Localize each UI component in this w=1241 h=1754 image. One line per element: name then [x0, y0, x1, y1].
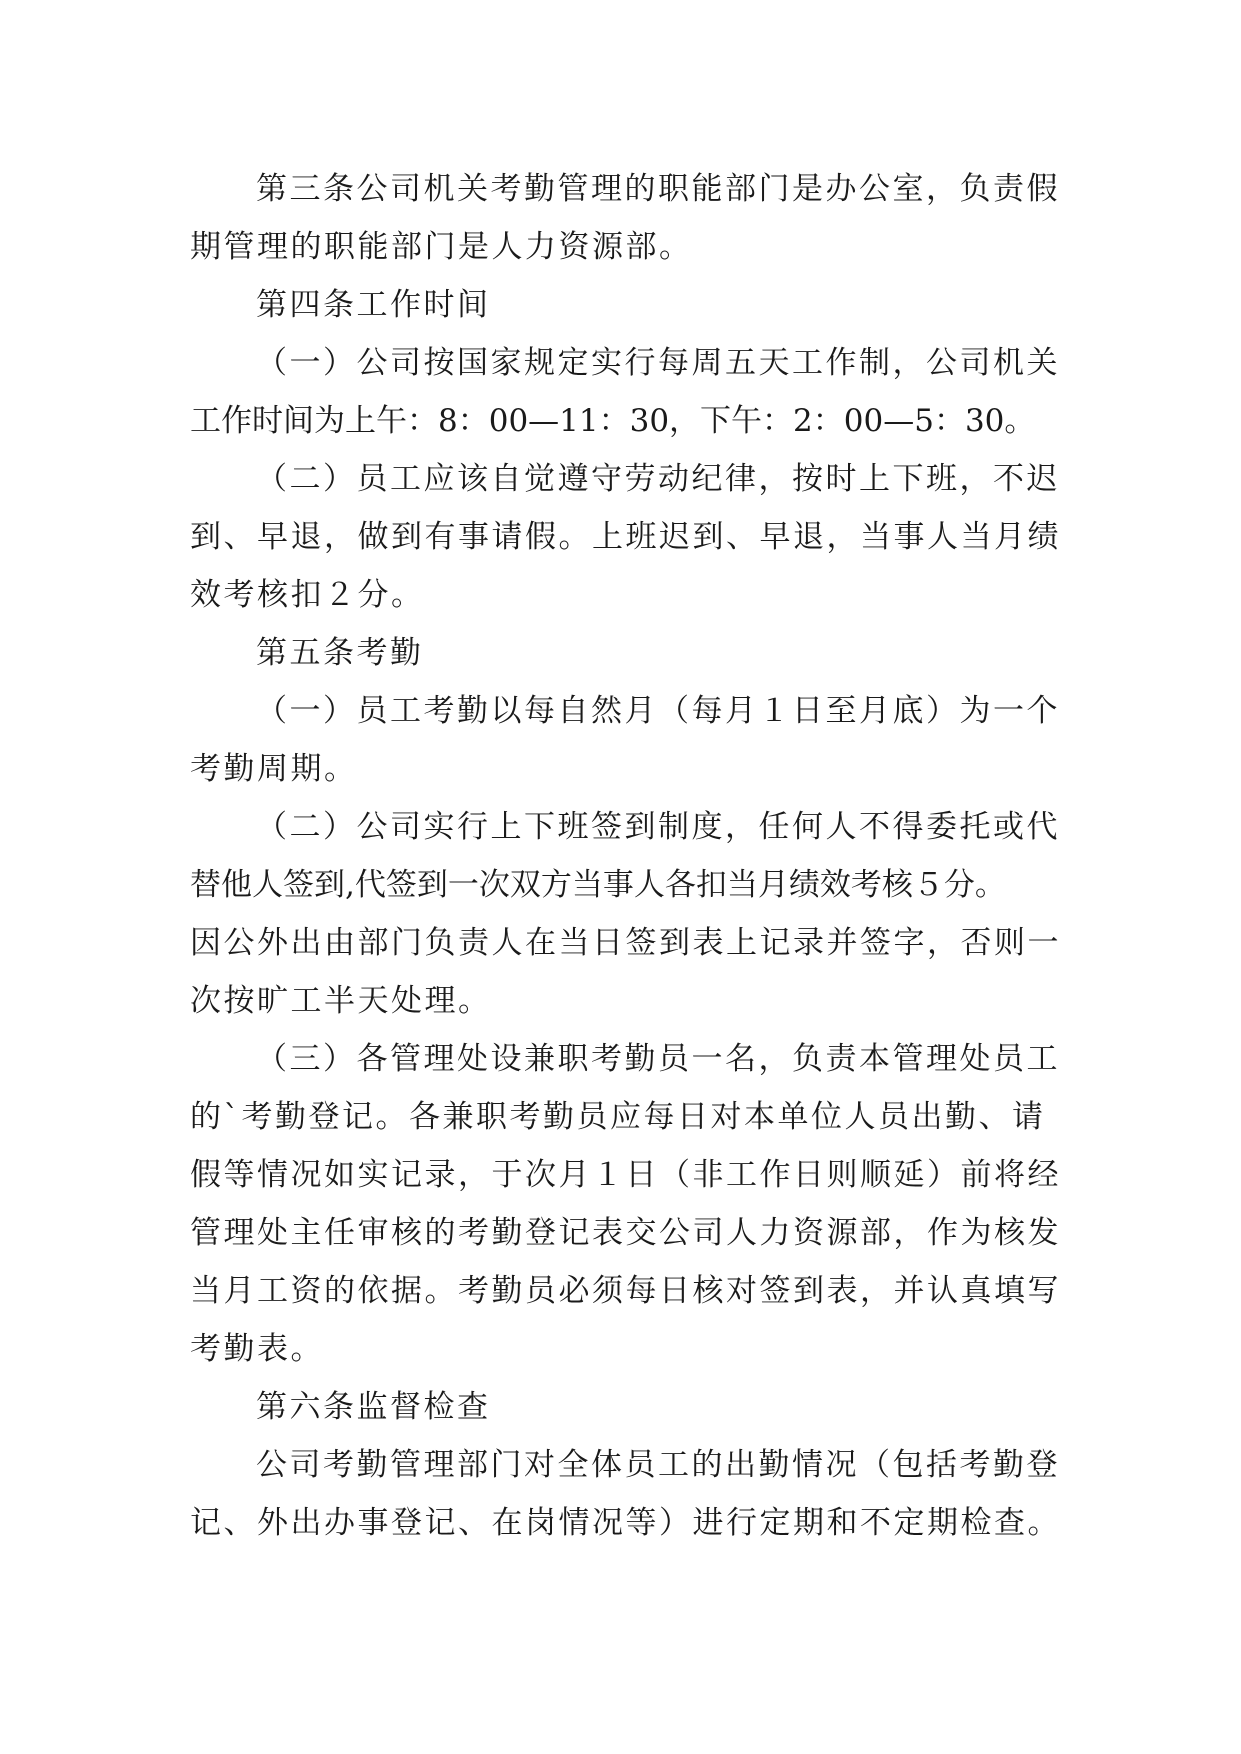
- paragraph-article-5-item-1: [190, 682, 1070, 798]
- text-line: （三）各管理处设兼职考勤员一名，负责本管理处员工: [256, 1041, 1060, 1077]
- text-line: 到、早退，做到有事请假。上班迟到、早退，当事人当月绩: [190, 519, 1061, 555]
- text-line: 第四条工作时间: [256, 287, 491, 323]
- text-line: 期管理的职能部门是人力资源部。: [190, 229, 693, 265]
- paragraph-article-4-heading: [190, 276, 1070, 334]
- text-line: （一）员工考勤以每自然月（每月１日至月底）为一个: [256, 693, 1060, 729]
- text-line: 第五条考勤: [256, 635, 424, 671]
- text-line: 第三条公司机关考勤管理的职能部门是办公室，负责假: [256, 171, 1060, 207]
- paragraph-article-3: [190, 160, 1070, 276]
- text-line: （二）员工应该自觉遵守劳动纪律，按时上下班，不迟: [256, 461, 1060, 497]
- paragraph-article-6-heading: [190, 1378, 1070, 1436]
- text-line: （一）公司按国家规定实行每周五天工作制，公司机关: [256, 345, 1060, 381]
- text-line: （二）公司实行上下班签到制度，任何人不得委托或代: [256, 809, 1060, 845]
- text-line: 考勤表。: [190, 1331, 324, 1367]
- text-line: 替他人签到,代签到一次双方当事人各扣当月绩效考核５分。: [190, 867, 1006, 903]
- paragraph-article-4-item-1: [190, 334, 1070, 450]
- text-line: 的`考勤登记。各兼职考勤员应每日对本单位人员出勤、请: [190, 1099, 1046, 1135]
- text-line: 工作时间为上午：8：00—11：30，下午：2：00—5：30。: [190, 403, 1036, 439]
- text-line: 管理处主任审核的考勤登记表交公司人力资源部，作为核发: [190, 1215, 1061, 1251]
- text-line: 次按旷工半天处理。: [190, 983, 492, 1019]
- document-body: [190, 160, 1070, 1552]
- text-line: 考勤周期。: [190, 751, 358, 787]
- text-line: 假等情况如实记录，于次月１日（非工作日则顺延）前将经: [190, 1157, 1061, 1193]
- text-line: 记、外出办事登记、在岗情况等）进行定期和不定期检查。: [190, 1505, 1061, 1541]
- text-line: 效考核扣２分。: [190, 577, 425, 613]
- paragraph-article-5-heading: [190, 624, 1070, 682]
- paragraph-article-4-item-2: [190, 450, 1070, 624]
- text-line: 第六条监督检查: [256, 1389, 491, 1425]
- text-line: 公司考勤管理部门对全体员工的出勤情况（包括考勤登: [256, 1447, 1060, 1483]
- paragraph-article-5-item-3: [190, 1030, 1070, 1378]
- paragraph-article-6-body: [190, 1436, 1070, 1552]
- text-line: 当月工资的依据。考勤员必须每日核对签到表，并认真填写: [190, 1273, 1061, 1309]
- paragraph-article-5-item-2: [190, 798, 1070, 1030]
- text-line: 因公外出由部门负责人在当日签到表上记录并签字，否则一: [190, 925, 1061, 961]
